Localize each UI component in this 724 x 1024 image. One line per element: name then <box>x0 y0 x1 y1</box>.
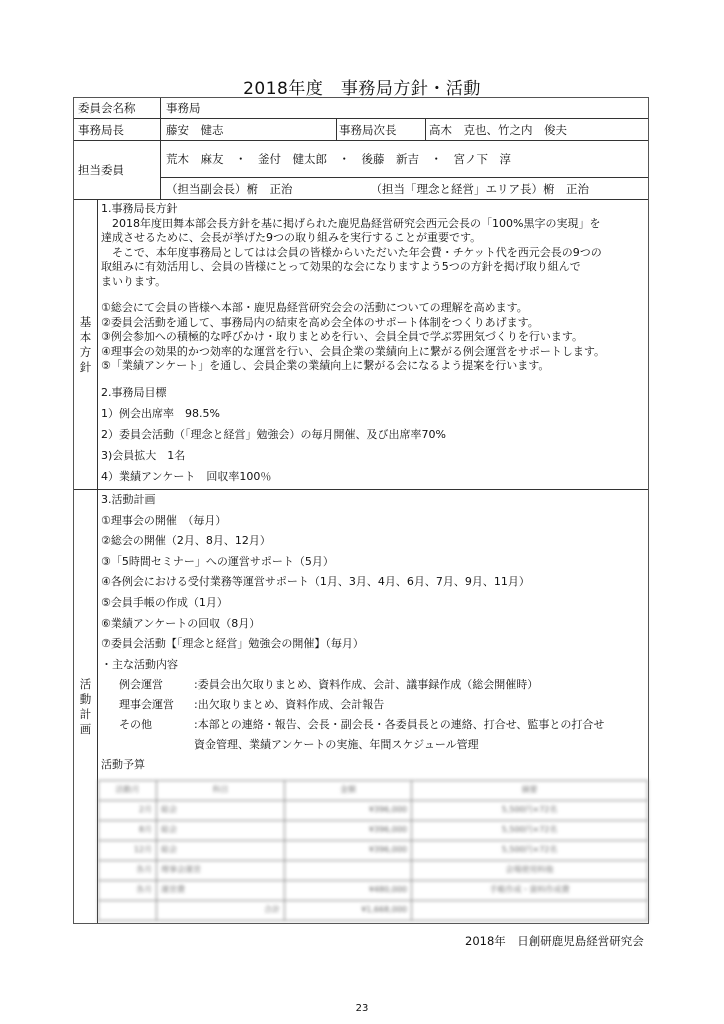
budget-item: 理事会運営 <box>157 860 285 880</box>
budget-item: 運営費 <box>157 880 285 900</box>
members-cell <box>161 141 648 199</box>
plan-item: ②総会の開催（2月、8月、12月） <box>101 534 271 548</box>
main-activities-heading: ・主な活動内容 <box>101 657 178 671</box>
budget-row <box>99 840 648 860</box>
members-label: 担当委員 <box>74 141 161 199</box>
page-title: 2018年度 事務局方針・活動 <box>243 79 481 99</box>
vice-value: 高木 克也、竹之内 俊夫 <box>429 122 567 137</box>
budget-header: 摘要 <box>412 780 648 800</box>
main-activity <box>101 675 648 695</box>
chief-label: 事務局長 <box>74 119 161 140</box>
budget-row <box>99 820 648 840</box>
supervisors <box>161 178 648 199</box>
policy-form <box>73 97 649 924</box>
budget-header: 科目 <box>157 780 285 800</box>
activity-side-char: 画 <box>79 722 92 736</box>
budget-row <box>99 800 648 820</box>
budget-header-row <box>99 780 648 800</box>
activity-side-label <box>74 490 98 923</box>
budget-item: 総会 <box>157 800 285 820</box>
activity-heading: 3.活動計画 <box>101 493 156 506</box>
plan-item: ⑥業績アンケートの回収（8月） <box>101 616 261 630</box>
committee-value: 事務局 <box>166 101 201 115</box>
budget-amount <box>285 860 412 880</box>
plan-item: ③「5時間セミナー」への運営サポート（5月） <box>101 554 334 568</box>
budget-item: 総会 <box>157 820 285 840</box>
goal-item: 3)会員拡大 1名 <box>101 448 186 462</box>
budget-table <box>98 780 648 921</box>
plan-item: ④各例会における受付業務等運営サポート（1月、3月、4月、6月、7月、9月、11月） <box>101 575 530 589</box>
intro-line: そこで、本年度事務局としてはは会員の皆様からいただいた年会費・チケット代を西元会長の9つの <box>101 245 602 259</box>
budget-amount: ¥396,000 <box>285 820 412 840</box>
activity-side-char: 計 <box>79 707 92 721</box>
intro-line: 取組みに有効活用し、会員の皆様にとって効果的な会になりますよう5つの方針を掲げ取り組んで <box>101 260 581 273</box>
budget-month: 各月 <box>99 880 157 900</box>
plan-item: ①理事会の開催 （毎月） <box>101 513 227 527</box>
budget-header: 活動月 <box>99 780 157 800</box>
main-activity-key: 例会運営 <box>119 678 163 692</box>
main-activity <box>101 715 648 735</box>
policy-item: ①総会にて会員の皆様へ本部・鹿児島経営研究会会の活動についての理解を高めます。 <box>101 301 528 314</box>
chief-value: 藤安 健志 <box>166 122 224 137</box>
budget-empty <box>99 900 157 920</box>
committee-label: 委員会名称 <box>74 98 161 118</box>
budget-row <box>99 860 648 880</box>
policy-item: ⑤「業績アンケート」を通し、会員企業の業績向上に繋がる会になるよう提案を行います。 <box>101 359 550 372</box>
members-row <box>74 141 648 200</box>
policy-section <box>74 200 648 490</box>
budget-month: 各月 <box>99 860 157 880</box>
policy-side-char: 針 <box>79 359 92 374</box>
intro-line: まいります。 <box>101 274 167 288</box>
budget-heading: 活動予算 <box>101 758 145 772</box>
main-activity-key: その他 <box>119 718 152 732</box>
chief-row <box>74 119 648 141</box>
budget-item: 総会 <box>157 840 285 860</box>
policy-item: ②委員会活動を通して、事務局内の結束を高め会全体のサポート体制をつくりあげます。 <box>101 315 539 329</box>
vice-label: 事務局次長 <box>336 119 426 140</box>
area-chief: （担当「理念と経営」エリア長）椨 正治 <box>370 181 589 196</box>
budget-amount: ¥396,000 <box>285 800 412 820</box>
budget-note: 会場使用料他 <box>412 860 648 880</box>
budget-month: 8月 <box>99 820 157 840</box>
policy-side-char: 基 <box>79 314 92 329</box>
budget-month: 2月 <box>99 800 157 820</box>
goals-heading: 2.事務局目標 <box>101 385 167 399</box>
budget-note: 5,500円×72名 <box>412 840 648 860</box>
main-activity-value: :本部との連絡・報告、会長・副会長・各委員長との連絡、打合せ、監事との打合せ <box>194 718 605 732</box>
budget-empty <box>412 900 648 920</box>
main-activity-value: :出欠取りまとめ、資料作成、会計報告 <box>194 698 385 712</box>
policy-item: ④理事会の効果的かつ効率的な運営を行い、会員企業の業績向上に繋がる例会運営をサポートします。 <box>101 344 605 358</box>
intro-line: 達成させるために、会長が挙げた9つの取り組みを実行することが重要です。 <box>101 231 482 244</box>
budget-total-row <box>99 900 648 920</box>
main-activity <box>101 735 648 755</box>
organization-footer: 2018年 日創研鹿児島経営研究会 <box>465 934 644 948</box>
budget-month: 12月 <box>99 840 157 860</box>
activity-section <box>74 490 648 923</box>
main-activity <box>101 695 648 715</box>
intro-line: 2018年度田舞本部会長方針を基に掲げられた鹿児島経営研究会西元会長の「100%黒字の実現」を <box>101 216 601 230</box>
policy-item: ③例会参加への積極的な呼びかけ・取りまとめを行い、会員全員で学ぶ雰囲気づくりを行います。 <box>101 330 583 343</box>
budget-amount: ¥480,000 <box>285 880 412 900</box>
activity-content <box>98 490 652 923</box>
budget-header: 金額 <box>285 780 412 800</box>
policy-heading: 1.事務局長方針 <box>101 202 178 215</box>
page-number: 23 <box>355 1003 369 1014</box>
budget-note: 5,500円×72名 <box>412 820 648 840</box>
budget-row <box>99 880 648 900</box>
plan-item: ⑦委員会活動【「理念と経営」勉強会の開催】（毎月） <box>101 637 364 651</box>
budget-note: 5,500円×72名 <box>412 800 648 820</box>
policy-content <box>98 200 648 489</box>
main-activity-key <box>101 735 194 755</box>
main-activity-key: 理事会運営 <box>119 698 174 712</box>
policy-side-char: 方 <box>79 344 92 359</box>
budget-amount: ¥396,000 <box>285 840 412 860</box>
goal-item: 2）委員会活動（「理念と経営」勉強会）の毎月開催、及び出席率70% <box>101 427 446 441</box>
activity-side-char: 活 <box>79 677 92 691</box>
vice-president: （担当副会長）椨 正治 <box>166 181 293 196</box>
policy-side-char: 本 <box>79 329 92 344</box>
budget-total-label: 合計 <box>157 900 285 920</box>
budget-total-amount: ¥1,668,000 <box>285 900 412 920</box>
members-value: 荒木 麻友 ・ 釜付 健太郎 ・ 後藤 新吉 ・ 宮ノ下 淳 <box>161 141 648 178</box>
plan-item: ⑤会員手帳の作成（1月） <box>101 595 228 609</box>
main-activity-value: :委員会出欠取りまとめ、資料作成、会計、議事録作成（総会開催時） <box>194 678 539 692</box>
policy-side-label <box>74 200 98 489</box>
activity-side-char: 動 <box>79 692 92 706</box>
committee-row <box>74 98 648 119</box>
goal-item: 4）業績アンケート 回収率100％ <box>101 469 272 483</box>
goal-item: 1）例会出席率 98.5% <box>101 406 220 420</box>
main-activity-value: 資金管理、業績アンケートの実施、年間スケジュール管理 <box>194 738 479 752</box>
budget-note: 手帳作成・資料作成費 <box>412 880 648 900</box>
